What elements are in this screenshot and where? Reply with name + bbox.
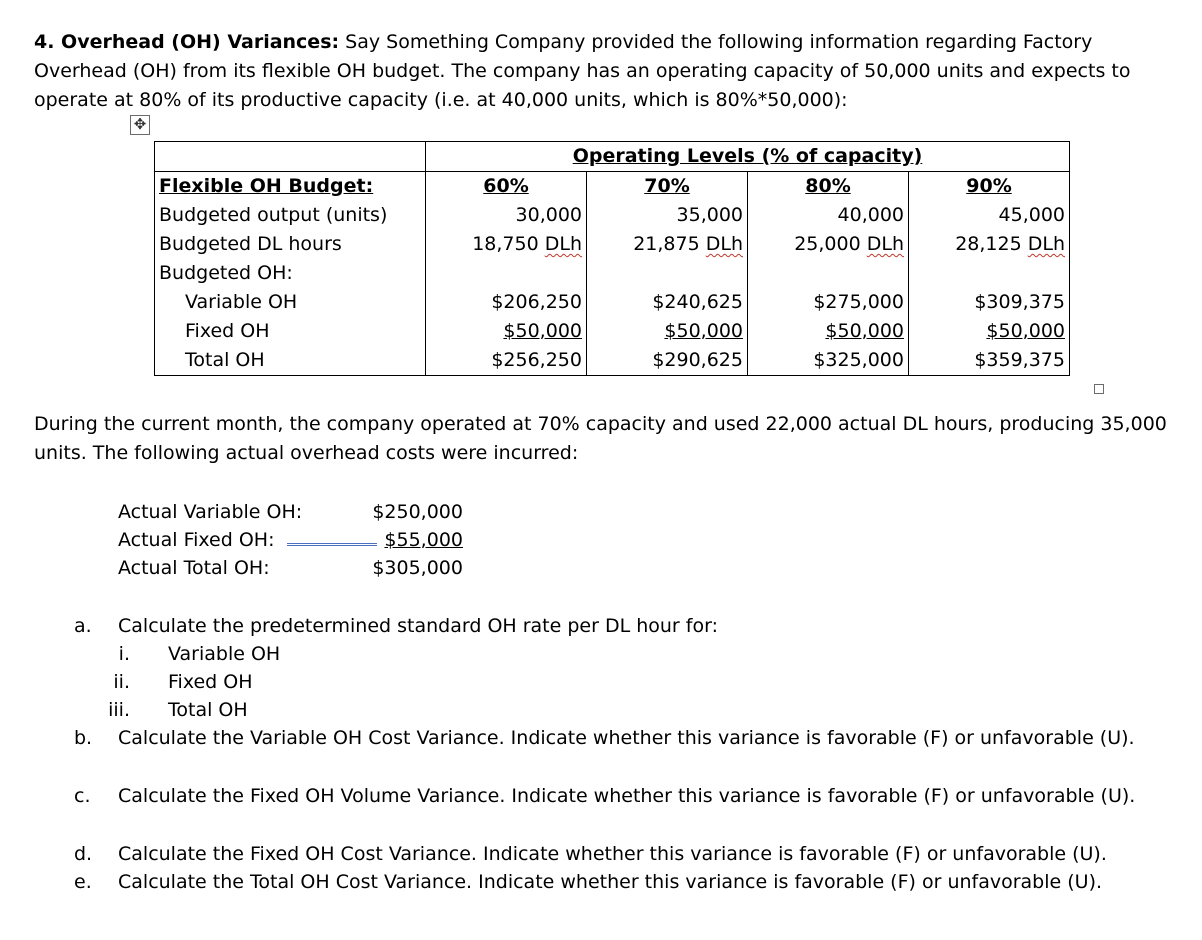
output-label: Budgeted output (units) — [155, 201, 426, 230]
table-cell: $309,375 — [909, 288, 1070, 317]
list-marker: a. — [74, 615, 92, 637]
table-cell: $325,000 — [748, 346, 909, 376]
table-row — [155, 172, 1070, 202]
actual-fixed-row — [118, 526, 463, 554]
table-cell: $275,000 — [748, 288, 909, 317]
table-cell: $256,250 — [426, 346, 587, 376]
level-90: 90% — [966, 175, 1012, 197]
table-cell: 40,000 — [748, 201, 909, 230]
intro-paragraph — [34, 28, 1174, 115]
list-marker: i. — [118, 643, 130, 665]
table-move-handle-icon[interactable]: ✥ — [130, 115, 150, 135]
list-marker: b. — [74, 727, 93, 749]
level-60: 60% — [483, 175, 529, 197]
level-70: 70% — [644, 175, 690, 197]
fixed-oh-label: Fixed OH — [155, 317, 426, 346]
total-oh-label: Total OH — [155, 346, 426, 376]
variable-oh-label: Variable OH — [155, 288, 426, 317]
table-cell: $50,000 — [825, 320, 904, 342]
actual-total-value: $305,000 — [372, 557, 463, 579]
table-header-row — [155, 142, 1070, 172]
table-cell: 30,000 — [426, 201, 587, 230]
table-row — [155, 230, 1070, 259]
list-marker: iii. — [108, 699, 130, 721]
actual-fixed-label: Actual Fixed OH: — [118, 529, 275, 551]
dl-hours-label: Budgeted DL hours — [155, 230, 426, 259]
current-month-paragraph: During the current month, the company operated at 70% capacity and used 22,000 actual DL hours, producing 35,000 units. The following actual overhead costs were incurred: — [34, 413, 1167, 464]
actual-total-label: Actual Total OH: — [118, 557, 270, 579]
table-cell: 18,750 DLh — [426, 230, 587, 259]
table-cell: $50,000 — [664, 320, 743, 342]
table-row — [155, 201, 1070, 230]
table-cell: 28,125 DLh — [909, 230, 1070, 259]
tab-leader-line — [287, 543, 377, 546]
flexible-oh-budget-table — [154, 141, 1070, 376]
level-80: 80% — [805, 175, 851, 197]
table-row — [155, 259, 1070, 288]
actual-variable-row — [118, 498, 463, 526]
actual-fixed-value: $55,000 — [384, 529, 463, 551]
intro-text: Say Something Company provided the following information regarding Factory Overhead (OH) from its flexible OH budget. The company has an operating capacity of 50,000 units and expects to operate at 80% of its productive capacity (i.e. at 40,000 units, which is 80%*50,000): — [34, 31, 1131, 111]
table-row — [155, 346, 1070, 376]
table-row — [155, 288, 1070, 317]
actual-total-row — [118, 554, 463, 582]
table-cell: 21,875 DLh — [587, 230, 748, 259]
sub-item-text: Total OH — [168, 699, 248, 721]
table-title: Flexible OH Budget: — [155, 172, 426, 202]
list-marker: ii. — [113, 671, 130, 693]
list-marker: d. — [74, 843, 93, 865]
sub-item-text: Fixed OH — [168, 671, 253, 693]
budgeted-oh-label: Budgeted OH: — [155, 259, 426, 288]
list-marker: e. — [74, 871, 92, 893]
table-cell: $359,375 — [909, 346, 1070, 376]
problem-heading: 4. Overhead (OH) Variances: — [34, 31, 340, 53]
table-cell: 35,000 — [587, 201, 748, 230]
actual-variable-label: Actual Variable OH: — [118, 501, 303, 523]
question-text: Calculate the Variable OH Cost Variance. Indicate whether this variance is favorable (F) or unfavorable (U). — [118, 727, 1135, 749]
table-cell: $240,625 — [587, 288, 748, 317]
table-cell: 25,000 DLh — [748, 230, 909, 259]
table-row — [155, 317, 1070, 346]
table-cell: $290,625 — [587, 346, 748, 376]
table-cell: $50,000 — [986, 320, 1065, 342]
table-cell: $50,000 — [503, 320, 582, 342]
question-text: Calculate the Fixed OH Cost Variance. Indicate whether this variance is favorable (F) or unfavorable (U). — [118, 843, 1107, 865]
table-cell: 45,000 — [909, 201, 1070, 230]
question-text: Calculate the Fixed OH Volume Variance. Indicate whether this variance is favorable (F) or unfavorable (U). — [118, 785, 1136, 807]
sub-item-text: Variable OH — [168, 643, 281, 665]
question-text: Calculate the Total OH Cost Variance. Indicate whether this variance is favorable (F) or unfavorable (U). — [118, 871, 1103, 893]
list-marker: c. — [74, 785, 91, 807]
actual-variable-value: $250,000 — [372, 501, 463, 523]
question-text: Calculate the predetermined standard OH rate per DL hour for: — [118, 615, 718, 637]
operating-levels-header: Operating Levels (% of capacity) — [426, 142, 1070, 172]
table-cell: $206,250 — [426, 288, 587, 317]
table-resize-handle-icon[interactable] — [1094, 384, 1104, 394]
